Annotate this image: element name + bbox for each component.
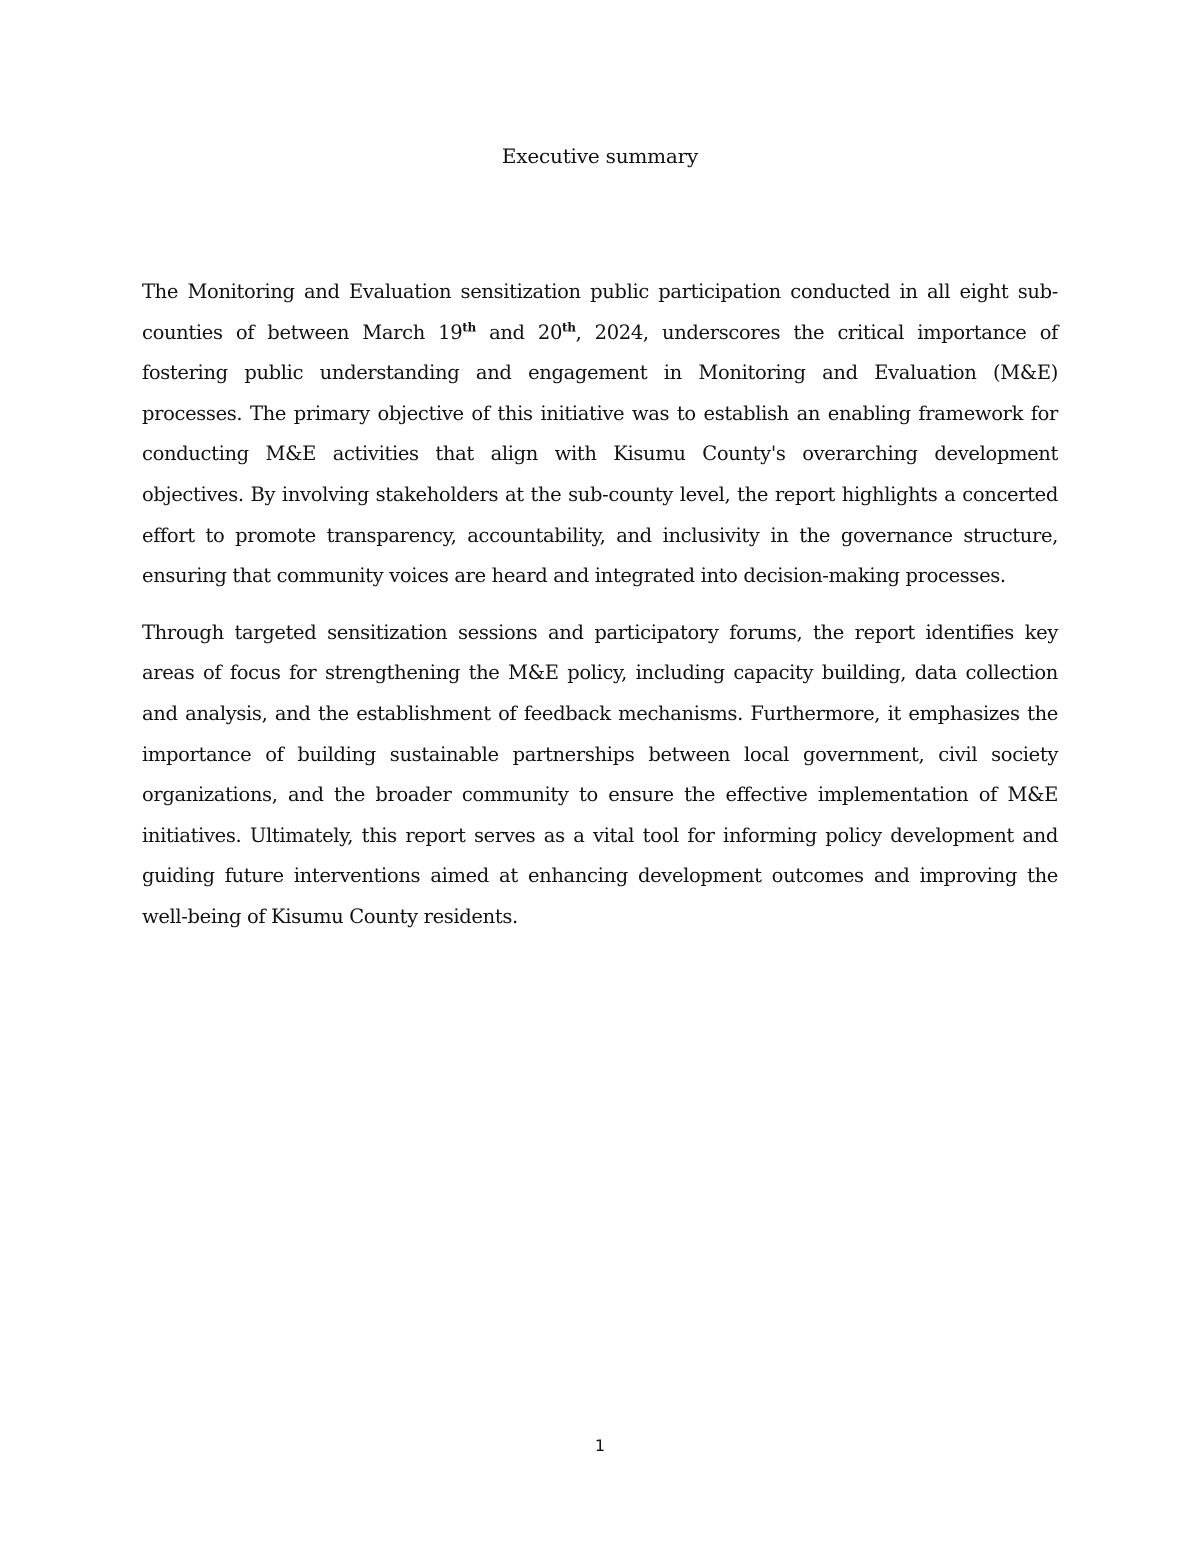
page-number: 1 xyxy=(594,1436,606,1455)
ordinal-suffix-2: th xyxy=(562,320,576,335)
paragraph-1 xyxy=(142,272,1058,597)
ordinal-suffix-1: th xyxy=(462,320,476,335)
document-body xyxy=(142,272,1058,954)
paragraph-2: Through targeted sensitization sessions and participatory forums, the report identifies key areas of focus for strengthening the M&E policy, including capacity building, data collection and analysis, and the establishment of feedback mechanisms. Furthermore, it emphasizes the importance of building sustainable partnerships between local government, civil society organizations, and the broader community to ensure the effective implementation of M&E initiatives. Ultimately, this report serves as a vital tool for informing policy development and guiding future interventions aimed at enhancing development outcomes and improving the well-being of Kisumu County residents. xyxy=(142,620,1058,928)
paragraph-1-part-1: The Monitoring and Evaluation sensitization public participation conducted in all eight sub-counties of between March 19 xyxy=(142,280,1058,344)
paragraph-1-part-3: , 2024, underscores the critical importance of fostering public understanding and engagement in Monitoring and Evaluation (M&E) processes. The primary objective of this initiative was to establish an enabling framework for conducting M&E activities that align with Kisumu County's overarching development objectives. By involving stakeholders at the sub-county level, the report highlights a concerted effort to promote transparency, accountability, and inclusivity in the governance structure, ensuring that community voices are heard and integrated into decision-making processes. xyxy=(142,320,1058,588)
paragraph-1-part-2: and 20 xyxy=(475,320,563,344)
page-title: Executive summary xyxy=(501,144,699,168)
